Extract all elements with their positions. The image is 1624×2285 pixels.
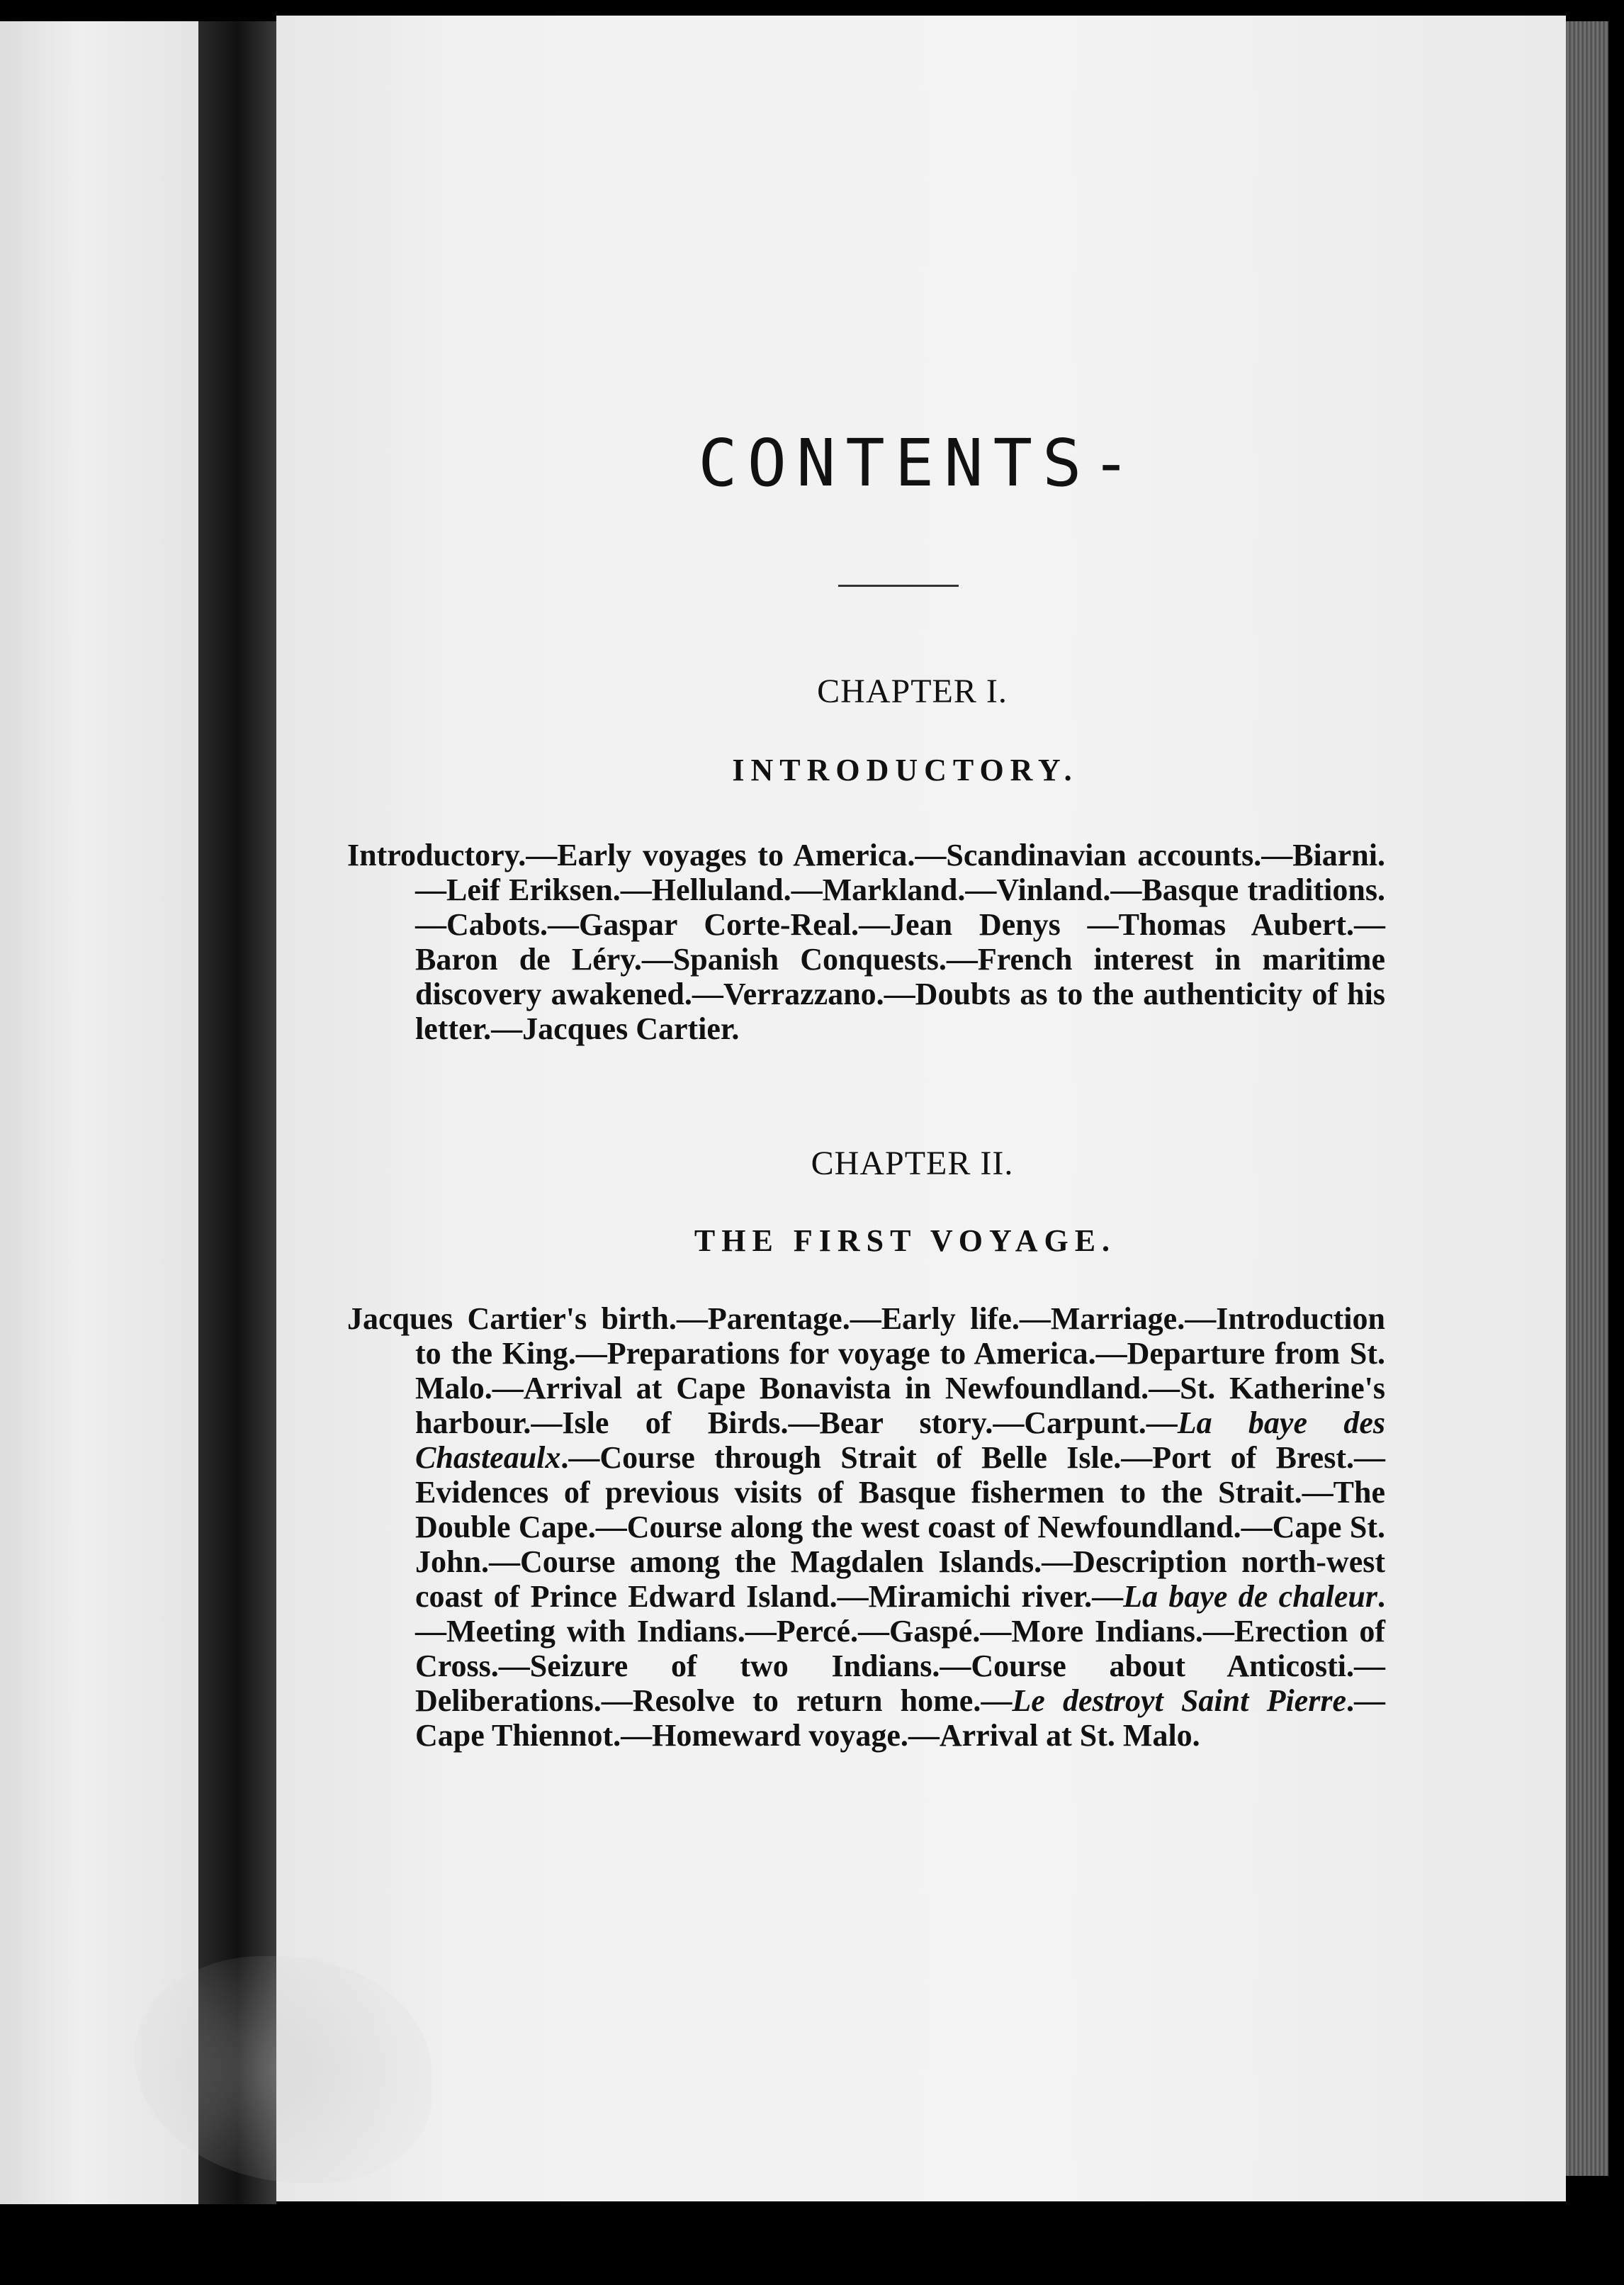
summary-text: .—Cape Thiennot.—Homeward voyage.—Arrival at St. Malo. <box>415 1683 1385 1753</box>
summary-text: .—Meeting with Indians.—Percé.—Gaspé.—More Indians.—Erection of Cross.—Seizure of two Indians.—Course about Anticosti.—Deliberations.—Resolve to return home.— <box>415 1579 1386 1718</box>
chapter-summary <box>347 1301 1385 1753</box>
summary-italic-text: La baye des Chasteaulx <box>415 1405 1385 1475</box>
summary-italic-text: Le destroyt Saint Pierre <box>1012 1683 1346 1718</box>
book-gutter <box>198 21 276 2204</box>
page-edges <box>1566 21 1608 2176</box>
chapter-title: INTRODUCTORY. <box>732 753 1078 787</box>
chapter-title: THE FIRST VOYAGE. <box>694 1223 1117 1258</box>
summary-text: .—Course through Strait of Belle Isle.—Port of Brest.—Evidences of previous visits of Basque fishermen to the Strait.—The Double Cape.—Course along the west coast of Newfoundland.—Cape St. John.—Course among the Magdalen Islands.—Description north-west coast of Prince Edward Island.—Miramichi river.— <box>415 1440 1385 1614</box>
summary-italic-text: La baye de chaleur <box>1123 1579 1378 1614</box>
chapter-number: CHAPTER I. <box>817 673 1008 710</box>
page-title: CONTENTS- <box>698 425 1141 501</box>
contents-text <box>347 425 1385 1753</box>
facing-page <box>0 21 198 2204</box>
chapter-summary: Introductory.—Early voyages to America.—Scandinavian accounts.—Biarni.—Leif Eriksen.—Helluland.—Markland.—Vinland.—Basque traditions.—Cabots.—Gaspar Corte-Real.—Jean Denys —Thomas Aubert.—Baron de Léry.—Spanish Conquests.—French interest in maritime discovery awakened.—Verrazzano.—Doubts as to the authenticity of his letter.—Jacques Cartier. <box>347 838 1385 1046</box>
chapter-number: CHAPTER II. <box>811 1145 1014 1182</box>
title-rule <box>838 585 959 587</box>
summary-text: Jacques Cartier's birth.—Parentage.—Early life.—Marriage.—Introduction to the King.—Preparations for voyage to America.—Departure from St. Malo.—Arrival at Cape Bonavista in Newfoundland.—St. Katherine's harbour.—Isle of Birds.—Bear story.—Carpunt.— <box>347 1301 1385 1440</box>
